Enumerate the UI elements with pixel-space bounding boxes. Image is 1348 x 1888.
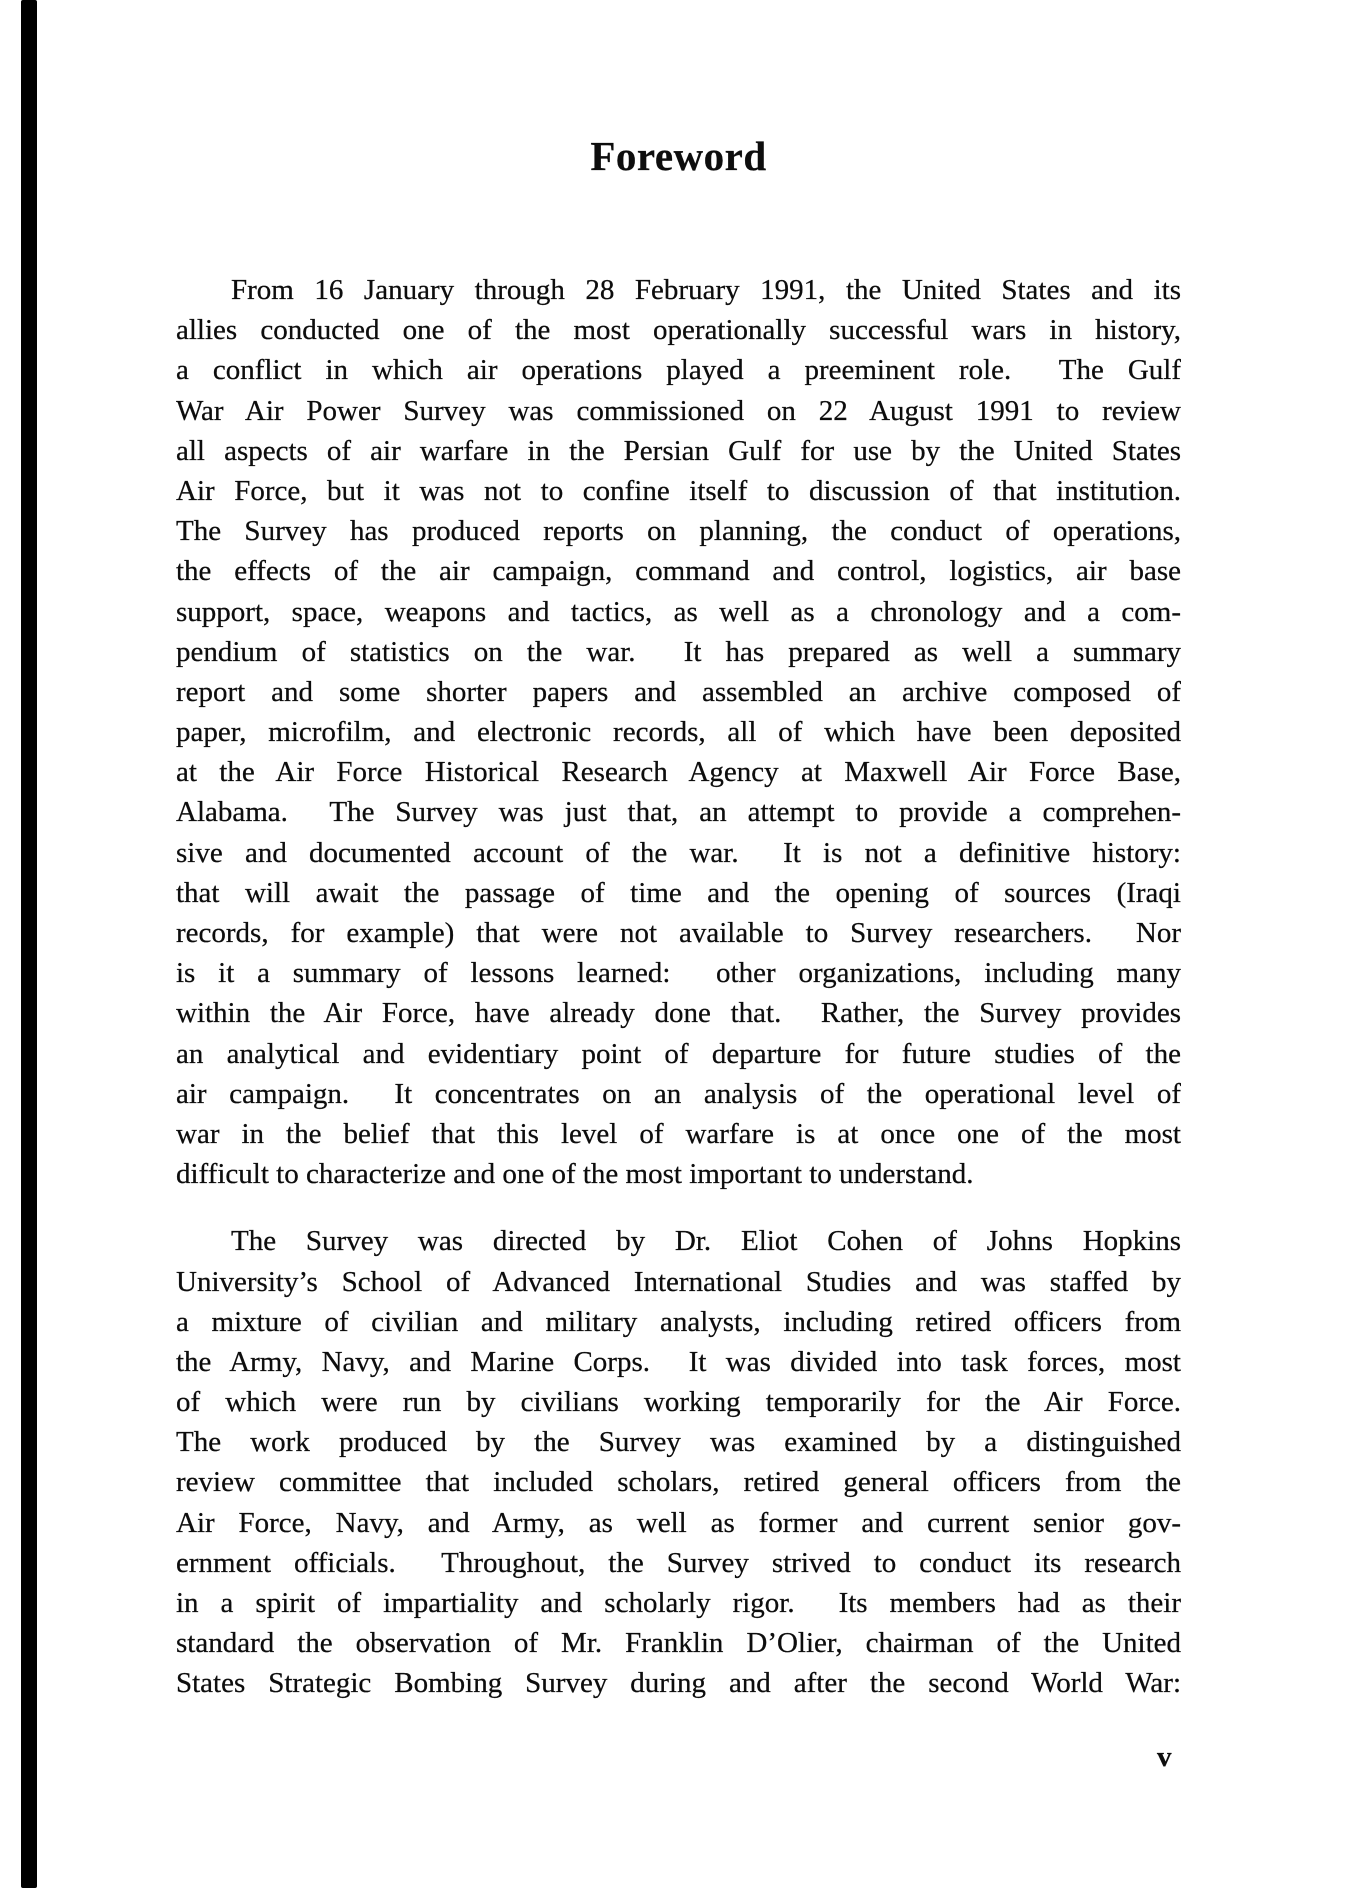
- paragraph: [176, 270, 1181, 1194]
- text-line: records, for example) that were not available to Survey researchers. Nor: [176, 917, 1181, 949]
- text-line: a conflict in which air operations played a preeminent role. The Gulf: [176, 354, 1181, 387]
- paragraph: [176, 1221, 1181, 1703]
- text-line: Air Force, Navy, and Army, as well as former and current senior gov-: [176, 1506, 1181, 1539]
- text-line: sive and documented account of the war. It is not a definitive history:: [176, 836, 1181, 869]
- text-line: War Air Power Survey was commissioned on 22 August 1991 to review: [176, 394, 1181, 427]
- text-line: a mixture of civilian and military analysts, including retired officers from: [176, 1305, 1181, 1338]
- text-line: paper, microfilm, and electronic records, all of which have been deposited: [176, 716, 1181, 749]
- text-line: within the Air Force, have already done that. Rather, the Survey provides: [176, 997, 1181, 1030]
- text-line: difficult to characterize and one of the most important to understand.: [176, 1158, 974, 1191]
- text-line: the effects of the air campaign, command and control, logistics, air base: [176, 555, 1181, 588]
- text-line: The work produced by the Survey was examined by a distinguished: [176, 1426, 1181, 1459]
- text-line: The Survey was directed by Dr. Eliot Cohen of Johns Hopkins: [231, 1225, 1181, 1258]
- text-line: review committee that included scholars, retired general officers from the: [176, 1466, 1181, 1499]
- text-line: war in the belief that this level of warfare is at once one of the most: [176, 1117, 1181, 1150]
- page-title: Foreword: [590, 133, 767, 179]
- text-line: Air Force, but it was not to confine itself to discussion of that institution.: [176, 474, 1181, 507]
- text-line: the Army, Navy, and Marine Corps. It was divided into task forces, most: [176, 1345, 1181, 1378]
- text-line: that will await the passage of time and the opening of sources (Iraqi: [176, 876, 1181, 909]
- text-line: at the Air Force Historical Research Agency at Maxwell Air Force Base,: [176, 756, 1181, 789]
- text-line: an analytical and evidentiary point of departure for future studies of the: [176, 1037, 1181, 1070]
- text-line: The Survey has produced reports on planning, the conduct of operations,: [176, 515, 1181, 548]
- text-line: University’s School of Advanced International Studies and was staffed by: [176, 1265, 1181, 1298]
- text-line: all aspects of air warfare in the Persian Gulf for use by the United States: [176, 434, 1181, 467]
- text-line: allies conducted one of the most operationally successful wars in history,: [176, 314, 1181, 347]
- page-number: v: [1157, 1741, 1172, 1773]
- text-line: standard the observation of Mr. Franklin D’Olier, chairman of the United: [176, 1627, 1181, 1660]
- text-line: is it a summary of lessons learned: other organizations, including many: [176, 957, 1181, 990]
- text-line: air campaign. It concentrates on an analysis of the operational level of: [176, 1077, 1181, 1110]
- text-line: ernment officials. Throughout, the Survey strived to conduct its research: [176, 1546, 1181, 1579]
- text-line: support, space, weapons and tactics, as well as a chronology and a com-: [176, 595, 1181, 628]
- text-line: From 16 January through 28 February 1991, the United States and its: [231, 274, 1181, 306]
- text-line: Alabama. The Survey was just that, an attempt to provide a comprehen-: [176, 796, 1181, 829]
- foreword-text: [176, 270, 1181, 1704]
- text-line: in a spirit of impartiality and scholarly rigor. Its members had as their: [176, 1587, 1181, 1619]
- text-line: of which were run by civilians working temporarily for the Air Force.: [176, 1386, 1181, 1419]
- text-line: report and some shorter papers and assembled an archive composed of: [176, 675, 1181, 708]
- text-line: States Strategic Bombing Survey during and after the second World War:: [176, 1667, 1181, 1700]
- text-line: pendium of statistics on the war. It has prepared as well a summary: [176, 635, 1181, 668]
- binding-shadow-bar: [21, 0, 37, 1888]
